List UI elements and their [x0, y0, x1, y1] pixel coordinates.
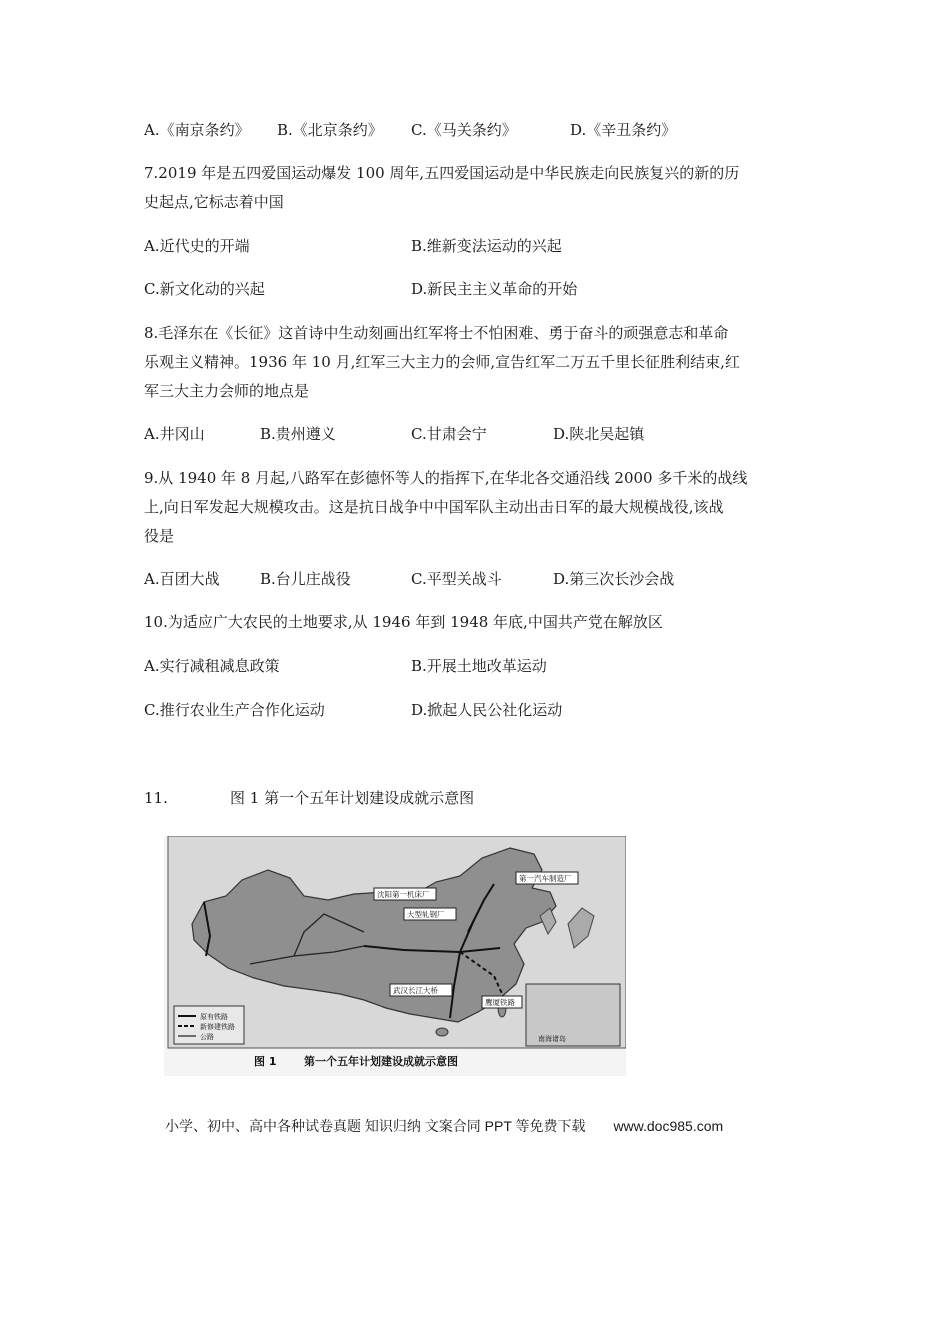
q11-number: 11.: [144, 789, 168, 807]
q8-stem-line-3: 军三大主力会师的地点是: [144, 382, 310, 400]
hainan-island: [436, 1028, 448, 1036]
label-shenyang-machine-tool: 沈阳第一机床厂: [377, 890, 430, 899]
q7-option-b: B.维新变法运动的兴起: [411, 237, 562, 255]
q9-stem-line-3: 役是: [144, 527, 175, 545]
q10-option-a: A.实行减租减息政策: [144, 657, 280, 675]
footer-text: 小学、初中、高中各种试卷真题 知识归纳 文案合同 PPT 等免费下载: [165, 1118, 586, 1134]
q6-option-d: D.《辛丑条约》: [570, 121, 677, 139]
q7-option-c: C.新文化动的兴起: [144, 280, 265, 298]
q9-stem-line-2: 上,向日军发起大规模攻击。这是抗日战争中中国军队主动出击日军的最大规模战役,该战: [144, 498, 724, 516]
q7-option-d: D.新民主主义革命的开始: [411, 280, 578, 298]
label-steel-mill: 大型轧钢厂: [407, 910, 445, 919]
footer-url[interactable]: www.doc985.com: [613, 1118, 724, 1134]
q6-option-b: B.《北京条约》: [277, 121, 383, 139]
q8-option-a: A.井冈山: [144, 425, 205, 443]
q10-stem: 10.为适应广大农民的土地要求,从 1946 年到 1948 年底,中国共产党在解放区: [144, 613, 663, 631]
q8-option-d: D.陕北吴起镇: [553, 425, 645, 443]
map-figure: [164, 836, 626, 1076]
q6-option-c: C.《马关条约》: [411, 121, 517, 139]
q7-stem-line-2: 史起点,它标志着中国: [144, 193, 284, 211]
q10-option-d: D.掀起人民公社化运动: [411, 701, 563, 719]
q9-option-d: D.第三次长沙会战: [553, 570, 675, 588]
q8-stem-line-2: 乐观主义精神。1936 年 10 月,红军三大主力的会师,宣告红军二万五千里长征胜利结束,红: [144, 353, 740, 371]
q7-option-a: A.近代史的开端: [144, 237, 250, 255]
legend-item: 原有铁路: [200, 1013, 228, 1021]
q8-option-b: B.贵州遵义: [260, 425, 336, 443]
q9-option-a: A.百团大战: [144, 570, 220, 588]
label-wuhan-bridge: 武汉长江大桥: [393, 986, 438, 995]
inset-label: 南海诸岛: [538, 1035, 566, 1043]
figure-caption-number: 图 1: [254, 1055, 277, 1068]
label-yingxia-railway: 鹰厦铁路: [485, 998, 515, 1007]
footer: [165, 1116, 723, 1136]
q6-option-a: A.《南京条约》: [144, 121, 250, 139]
q9-option-b: B.台儿庄战役: [260, 570, 351, 588]
legend-item: 公路: [200, 1033, 214, 1041]
label-first-auto-factory: 第一汽车制造厂: [519, 874, 572, 883]
legend-item: 新修建铁路: [200, 1023, 235, 1031]
q9-option-c: C.平型关战斗: [411, 570, 502, 588]
q9-stem-line-1: 9.从 1940 年 8 月起,八路军在彭德怀等人的指挥下,在华北各交通沿线 2000 多千米的战线: [144, 469, 748, 487]
q7-stem-line-1: 7.2019 年是五四爱国运动爆发 100 周年,五四爱国运动是中华民族走向民族复兴的新的历: [144, 164, 740, 182]
figure-caption: 第一个五年计划建设成就示意图: [304, 1055, 458, 1068]
q10-option-b: B.开展土地改革运动: [411, 657, 547, 675]
q8-stem-line-1: 8.毛泽东在《长征》这首诗中生动刻画出红军将士不怕困难、勇于奋斗的顽强意志和革命: [144, 324, 729, 342]
q8-option-c: C.甘肃会宁: [411, 425, 487, 443]
q11-title: 图 1 第一个五年计划建设成就示意图: [230, 789, 475, 807]
q10-option-c: C.推行农业生产合作化运动: [144, 701, 325, 719]
